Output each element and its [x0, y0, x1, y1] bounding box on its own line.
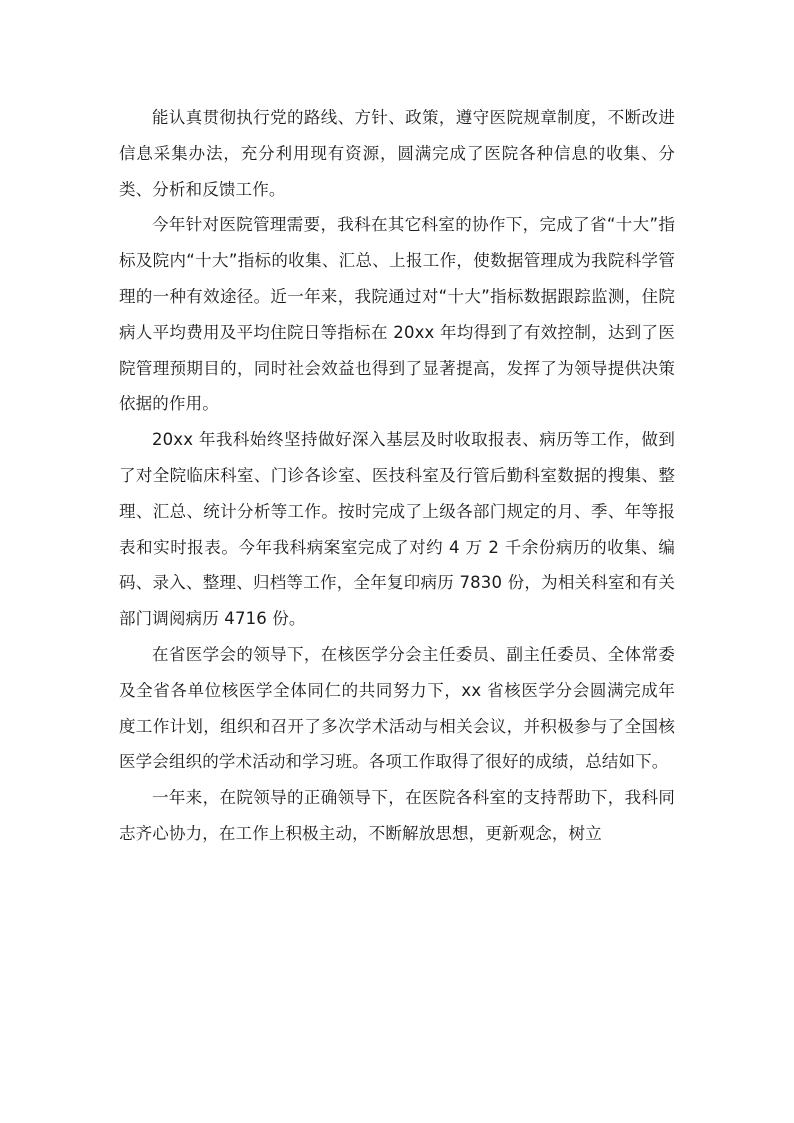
paragraph-4: 在省医学会的领导下，在核医学分会主任委员、副主任委员、全体常委及全省各单位核医学全体同仁的共同努力下，xx 省核医学分会圆满完成年度工作计划，组织和召开了多次学术活动与相关会议，并积极参与了全国核医学会组织的学术活动和学习班。各项工作取得了很好的成绩，总结如下。 [119, 644, 675, 772]
document-body [119, 100, 675, 852]
paragraph-1: 能认真贯彻执行党的路线、方针、政策，遵守医院规章制度，不断改进信息采集办法，充分利用现有资源，圆满完成了医院各种信息的收集、分类、分析和反馈工作。 [119, 108, 675, 199]
paragraph-5: 一年来，在院领导的正确领导下，在医院各科室的支持帮助下，我科同志齐心协力，在工作上积极主动，不断解放思想，更新观念，树立 [119, 788, 675, 843]
paragraph-3: 20xx 年我科始终坚持做好深入基层及时收取报表、病历等工作，做到了对全院临床科室、门诊各诊室、医技科室及行管后勤科室数据的搜集、整理、汇总、统计分析等工作。按时完成了上级各部门规定的月、季、年等报表和实时报表。今年我科病案室完成了对约 4 万 2 千余份病历的收集、编码、录入、整理、归档等工作，全年复印病历 7830 份，为相关科室和有关部门调阅病历 4716 份。 [119, 430, 675, 629]
paragraph-2: 今年针对医院管理需要，我科在其它科室的协作下，完成了省“十大”指标及院内“十大”指标的收集、汇总、上报工作，使数据管理成为我院科学管理的一种有效途径。近一年来，我院通过对“十大”指标数据跟踪监测，住院病人平均费用及平均住院日等指标在 20xx 年均得到了有效控制，达到了医院管理预期目的，同时社会效益也得到了显著提高，发挥了为领导提供决策依据的作用。 [119, 215, 675, 414]
